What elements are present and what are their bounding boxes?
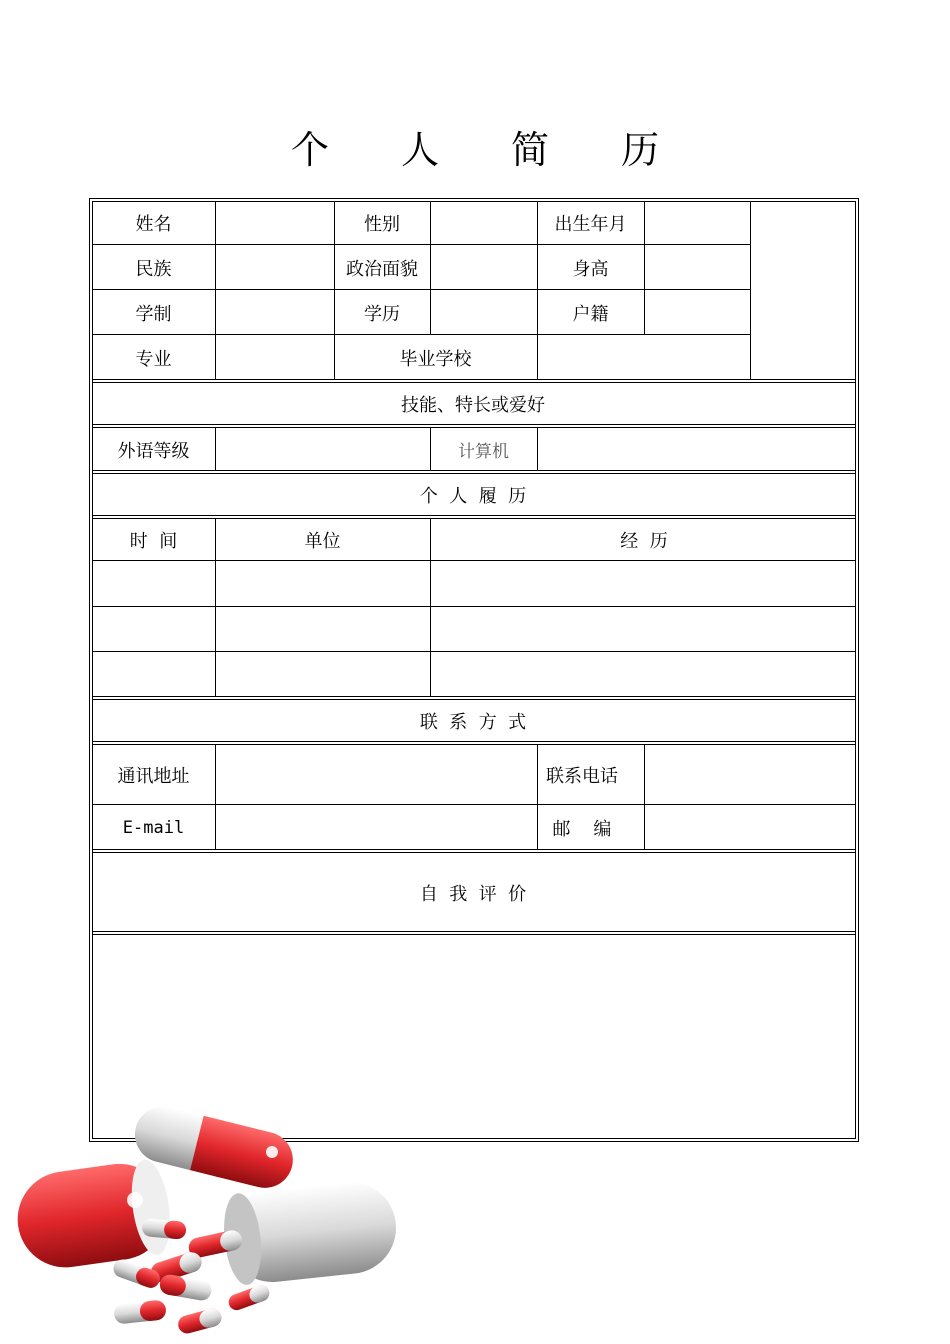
photo-box[interactable] (750, 201, 854, 380)
history-col-time: 时 间 (129, 531, 178, 552)
ethnicity-label: 民族 (135, 258, 172, 280)
postcode-label: 邮 编 (552, 818, 612, 840)
gender-label: 性别 (364, 214, 400, 235)
name-label: 姓名 (135, 214, 172, 235)
major-label: 专业 (135, 348, 172, 370)
skills-section-title: 技能、特长或爱好 (401, 395, 545, 416)
history-section-title: 个 人 履 历 (419, 485, 527, 507)
pills-illustration (0, 1090, 420, 1344)
history-col-unit: 单位 (304, 531, 341, 552)
address-field[interactable] (215, 745, 537, 804)
history-col-experience: 经 历 (620, 531, 668, 552)
page-title: 个 人 简 历 (290, 128, 690, 172)
gender-field[interactable] (430, 201, 537, 245)
computer-label: 计算机 (458, 442, 509, 462)
phone-field[interactable] (644, 745, 856, 804)
birth-label: 出生年月 (554, 214, 627, 235)
education-label: 学历 (364, 303, 400, 325)
email-label: E-mail (122, 817, 185, 838)
address-label: 通讯地址 (117, 765, 190, 787)
language-level-label: 外语等级 (117, 440, 190, 462)
birth-field[interactable] (644, 201, 750, 245)
phone-label: 联系电话 (546, 765, 618, 787)
self-eval-section-title: 自 我 评 价 (419, 883, 527, 905)
email-field[interactable] (215, 805, 537, 850)
political-label: 政治面貌 (346, 258, 418, 280)
history-row[interactable] (92, 652, 856, 696)
history-row[interactable] (92, 561, 856, 606)
hukou-label: 户籍 (572, 303, 609, 325)
name-field[interactable] (215, 201, 334, 245)
contact-section-title: 联 系 方 式 (419, 711, 527, 733)
history-row[interactable] (92, 607, 856, 651)
height-label: 身高 (572, 258, 609, 280)
study-system-label: 学制 (135, 303, 172, 325)
postcode-field[interactable] (644, 805, 856, 850)
school-label: 毕业学校 (399, 348, 472, 370)
